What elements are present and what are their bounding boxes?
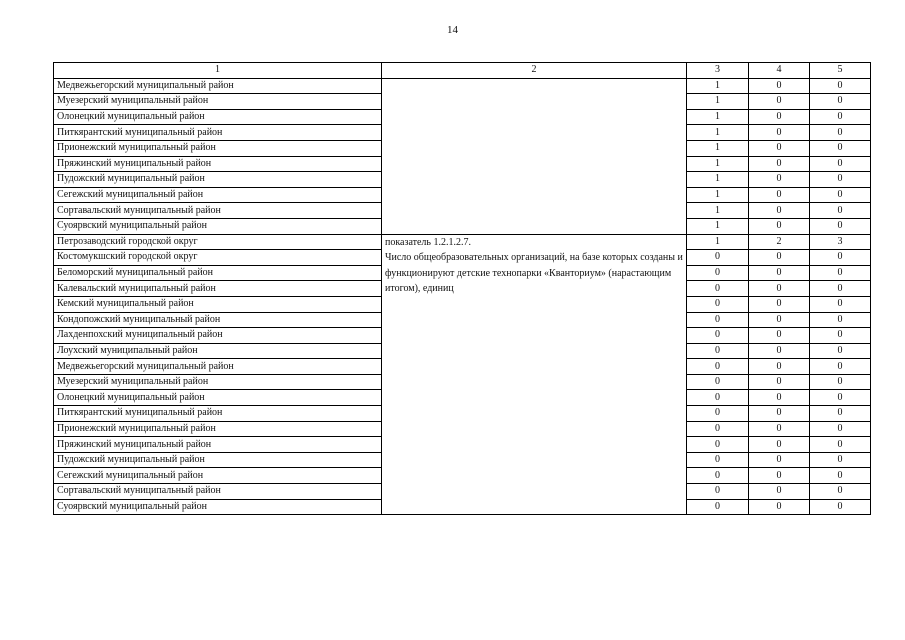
value-col5: 0	[810, 78, 871, 94]
municipality-name: Питкярантский муниципальный район	[54, 406, 382, 422]
value-col3: 0	[687, 265, 749, 281]
value-col5: 3	[810, 234, 871, 250]
municipality-name: Калевальский муниципальный район	[54, 281, 382, 297]
value-col3: 0	[687, 250, 749, 266]
municipality-name: Медвежьегорский муниципальный район	[54, 359, 382, 375]
municipality-name: Пряжинский муниципальный район	[54, 156, 382, 172]
value-col3: 1	[687, 187, 749, 203]
value-col4: 0	[749, 250, 810, 266]
value-col3: 1	[687, 156, 749, 172]
table-row	[54, 78, 871, 94]
value-col4: 0	[749, 203, 810, 219]
value-col4: 0	[749, 187, 810, 203]
value-col4: 0	[749, 78, 810, 94]
municipality-name: Суоярвский муниципальный район	[54, 218, 382, 234]
value-col4: 0	[749, 468, 810, 484]
value-col3: 0	[687, 390, 749, 406]
value-col5: 0	[810, 452, 871, 468]
value-col3: 1	[687, 125, 749, 141]
column-header: 5	[810, 63, 871, 79]
value-col5: 0	[810, 374, 871, 390]
column-header: 4	[749, 63, 810, 79]
value-col5: 0	[810, 343, 871, 359]
value-col5: 0	[810, 94, 871, 110]
value-col5: 0	[810, 109, 871, 125]
column-header: 1	[54, 63, 382, 79]
value-col5: 0	[810, 390, 871, 406]
value-col5: 0	[810, 484, 871, 500]
value-col4: 0	[749, 172, 810, 188]
municipality-name: Муезерский муниципальный район	[54, 94, 382, 110]
municipality-name: Пудожский муниципальный район	[54, 452, 382, 468]
value-col4: 0	[749, 390, 810, 406]
value-col3: 0	[687, 343, 749, 359]
value-col5: 0	[810, 250, 871, 266]
value-col4: 0	[749, 156, 810, 172]
municipality-name: Прионежский муниципальный район	[54, 421, 382, 437]
municipality-name: Питкярантский муниципальный район	[54, 125, 382, 141]
value-col4: 0	[749, 140, 810, 156]
value-col5: 0	[810, 359, 871, 375]
municipality-name: Муезерский муниципальный район	[54, 374, 382, 390]
value-col5: 0	[810, 468, 871, 484]
value-col4: 0	[749, 484, 810, 500]
column-header: 3	[687, 63, 749, 79]
municipality-name: Сортавальский муниципальный район	[54, 203, 382, 219]
indicator-description: показатель 1.2.1.2.7. Число общеобразовательных организаций, на базе которых созданы и функционируют детские технопарки «Кванториум» (нарастающим итогом), единиц	[382, 234, 687, 515]
value-col3: 1	[687, 172, 749, 188]
value-col4: 0	[749, 499, 810, 515]
value-col4: 0	[749, 421, 810, 437]
table-body	[54, 78, 871, 515]
value-col5: 0	[810, 156, 871, 172]
value-col5: 0	[810, 406, 871, 422]
municipality-name: Пудожский муниципальный район	[54, 172, 382, 188]
value-col5: 0	[810, 265, 871, 281]
municipality-name: Прионежский муниципальный район	[54, 140, 382, 156]
municipality-name: Олонецкий муниципальный район	[54, 390, 382, 406]
data-table	[53, 62, 871, 515]
value-col5: 0	[810, 312, 871, 328]
value-col5: 0	[810, 296, 871, 312]
value-col5: 0	[810, 187, 871, 203]
municipality-name: Кондопожский муниципальный район	[54, 312, 382, 328]
value-col3: 0	[687, 421, 749, 437]
municipality-name: Пряжинский муниципальный район	[54, 437, 382, 453]
value-col4: 0	[749, 406, 810, 422]
value-col3: 1	[687, 94, 749, 110]
value-col4: 0	[749, 312, 810, 328]
value-col5: 0	[810, 203, 871, 219]
value-col4: 0	[749, 437, 810, 453]
value-col3: 1	[687, 203, 749, 219]
value-col3: 0	[687, 437, 749, 453]
municipality-name: Медвежьегорский муниципальный район	[54, 78, 382, 94]
value-col4: 0	[749, 296, 810, 312]
municipality-name: Сортавальский муниципальный район	[54, 484, 382, 500]
value-col3: 0	[687, 296, 749, 312]
value-col3: 1	[687, 218, 749, 234]
municipality-name: Петрозаводский городской округ	[54, 234, 382, 250]
value-col3: 1	[687, 109, 749, 125]
value-col3: 0	[687, 468, 749, 484]
value-col4: 0	[749, 109, 810, 125]
value-col5: 0	[810, 437, 871, 453]
value-col4: 0	[749, 265, 810, 281]
value-col3: 0	[687, 359, 749, 375]
municipality-name: Сегежский муниципальный район	[54, 187, 382, 203]
value-col5: 0	[810, 281, 871, 297]
municipality-name: Лоухский муниципальный район	[54, 343, 382, 359]
municipality-name: Суоярвский муниципальный район	[54, 499, 382, 515]
indicator-cell	[382, 78, 687, 234]
municipality-name: Сегежский муниципальный район	[54, 468, 382, 484]
value-col3: 0	[687, 484, 749, 500]
municipality-name: Кемский муниципальный район	[54, 296, 382, 312]
value-col4: 0	[749, 94, 810, 110]
value-col4: 0	[749, 359, 810, 375]
municipality-name: Олонецкий муниципальный район	[54, 109, 382, 125]
value-col3: 0	[687, 499, 749, 515]
value-col4: 2	[749, 234, 810, 250]
value-col3: 0	[687, 406, 749, 422]
value-col3: 1	[687, 140, 749, 156]
value-col3: 0	[687, 328, 749, 344]
municipality-name: Беломорский муниципальный район	[54, 265, 382, 281]
value-col4: 0	[749, 328, 810, 344]
value-col5: 0	[810, 125, 871, 141]
value-col5: 0	[810, 421, 871, 437]
value-col5: 0	[810, 328, 871, 344]
value-col3: 1	[687, 78, 749, 94]
column-header: 2	[382, 63, 687, 79]
value-col3: 0	[687, 452, 749, 468]
value-col4: 0	[749, 374, 810, 390]
value-col4: 0	[749, 343, 810, 359]
municipality-name: Лахденпохский муниципальный район	[54, 328, 382, 344]
value-col4: 0	[749, 452, 810, 468]
value-col3: 0	[687, 312, 749, 328]
value-col5: 0	[810, 499, 871, 515]
value-col3: 0	[687, 374, 749, 390]
municipality-name: Костомукшский городской округ	[54, 250, 382, 266]
table-header-row	[54, 63, 871, 79]
value-col3: 0	[687, 281, 749, 297]
value-col4: 0	[749, 281, 810, 297]
value-col5: 0	[810, 172, 871, 188]
value-col4: 0	[749, 125, 810, 141]
value-col3: 1	[687, 234, 749, 250]
page-number: 14	[447, 24, 458, 36]
value-col5: 0	[810, 140, 871, 156]
value-col4: 0	[749, 218, 810, 234]
table-row	[54, 234, 871, 250]
value-col5: 0	[810, 218, 871, 234]
